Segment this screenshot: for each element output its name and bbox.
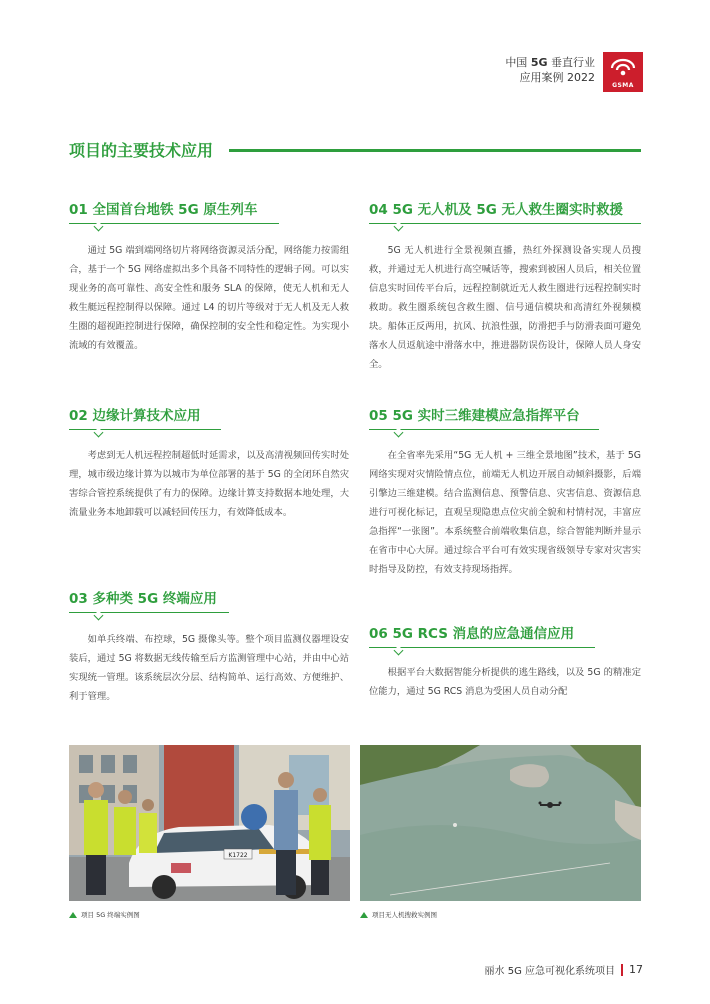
section-06-text: 根据平台大数据智能分析提供的逃生路线，以及 5G 的精准定位能力，通过 5G RCS 消息为受困人员自动分配 xyxy=(369,667,641,697)
car-plate-text: K1722 xyxy=(228,852,248,859)
header-line1-bold: 5G xyxy=(530,56,548,69)
section-02-text: 考虑到无人机远程控制超低时延需求，以及高清视频回传实时处理，城市级边缘计算为以城市为单位部署的基于 5G 的全闭环自然灾害综合管控系统提供了有力的保障。边缘计算支持数据本地处理，大流量业务本地卸载可以减轻回传压力，有效降低成本。 xyxy=(69,450,349,518)
caption-triangle-icon xyxy=(360,912,368,918)
photo-drone-rescue-caption-text: 项目无人机搜救实例图 xyxy=(372,911,437,919)
photo-drone-rescue xyxy=(360,745,641,901)
section-05-title: 05 5G 实时三维建模应急指挥平台 xyxy=(369,408,580,424)
header-line1-post: 垂直行业 xyxy=(551,56,595,69)
section-02-title: 02 边缘计算技术应用 xyxy=(69,408,201,424)
publication-title xyxy=(505,55,595,85)
section-03-heading xyxy=(69,587,229,613)
footer-project-name: 丽水 5G 应急可视化系统项目 xyxy=(484,966,615,977)
gsma-logo-text: GSMA xyxy=(612,82,634,89)
photo-drone-rescue-caption xyxy=(360,910,437,919)
section-05-heading xyxy=(369,404,599,430)
photo-5g-terminal xyxy=(69,745,350,901)
section-04-text: 5G 无人机进行全景视频直播，热红外探测设备实现人员搜救，并通过无人机进行高空喊话等，搜索到被困人员后，相关位置信息实时回传平台后，远程控制就近无人救生圈进行远程控制实时救助。救生圈系统包含救生圈、信号通信模块和高清红外视频模块。船体正反两用，抗风、抗浪性强，防滑把手与防滑表面可避免落水人员返航途中滑落水中，推进器防误伤设计，保障人员人身安全。 xyxy=(369,245,641,370)
section-01-text: 通过 5G 端到端网络切片将网络资源灵活分配，网络能力按需组合，基于一个 5G 网络虚拟出多个具备不同特性的逻辑子网。可以实现业务的高可靠性、高安全性和服务 SLA 的保障，使无人机和无人救生艇远程控制得以保障。通过 L4 的切片等级对于无人机及无人救生圈的超视距控制进行保障，确保控制的安全性和稳定性。为实现小流域的有效覆盖。 xyxy=(69,245,349,351)
section-02-underline xyxy=(69,429,221,430)
section-06-heading xyxy=(369,622,595,648)
footer-divider xyxy=(621,964,623,976)
section-01-title: 01 全国首台地铁 5G 原生列车 xyxy=(69,202,258,218)
photo-5g-terminal-image xyxy=(69,745,350,901)
header-line1-pre: 中国 xyxy=(505,56,528,69)
gsma-logo xyxy=(603,52,643,92)
section-01-heading xyxy=(69,198,279,224)
main-title-rule xyxy=(229,149,641,152)
section-06-underline xyxy=(369,647,595,648)
section-05-text: 在全省率先采用“5G 无人机 + 三维全景地图”技术，基于 5G 网络实现对灾情险情点位，前端无人机边开展自动倾斜摄影，后端引擎边三维建模。结合监测信息、预警信息、灾害信息、资源信息进行可视化标记，直观呈现隐患点位灾前全貌和村情村况，丰富应急指挥“一张图”。本系统整合前端收集信息，综合智能判断并显示在省市中心大屏。通过综合平台可有效实现省级领导专家对灾害实时指导及防控，有效支持现场指挥。 xyxy=(369,450,641,575)
section-05-underline xyxy=(369,429,599,430)
caption-triangle-icon xyxy=(69,912,77,918)
page-header xyxy=(463,52,643,92)
section-03-title: 03 多种类 5G 终端应用 xyxy=(69,591,217,607)
header-line2: 应用案例 2022 xyxy=(519,71,595,84)
gsma-mark-icon xyxy=(609,57,637,79)
photo-5g-terminal-caption xyxy=(69,910,140,919)
photo-5g-terminal-caption-text: 项目 5G 终端实例图 xyxy=(81,911,140,919)
section-01-underline xyxy=(69,223,279,224)
section-04-title: 04 5G 无人机及 5G 无人救生圈实时救援 xyxy=(369,202,624,218)
section-04-underline xyxy=(369,223,641,224)
page-footer xyxy=(485,962,643,977)
section-06-title: 06 5G RCS 消息的应急通信应用 xyxy=(369,626,575,642)
page-number: 17 xyxy=(629,963,643,976)
section-04-heading xyxy=(369,198,641,224)
section-03-text: 如单兵终端、布控球，5G 摄像头等。整个项目监测仪器埋设安装后，通过 5G 将数据无线传输至后方监测管理中心站，并由中心站实现统一管理。该系统层次分层、结构简单、运行高效、方便维护、利于管理。 xyxy=(69,634,349,702)
main-title: 项目的主要技术应用 xyxy=(69,141,214,160)
section-03-underline xyxy=(69,612,229,613)
photo-drone-rescue-image xyxy=(360,745,641,901)
section-02-heading xyxy=(69,404,221,430)
